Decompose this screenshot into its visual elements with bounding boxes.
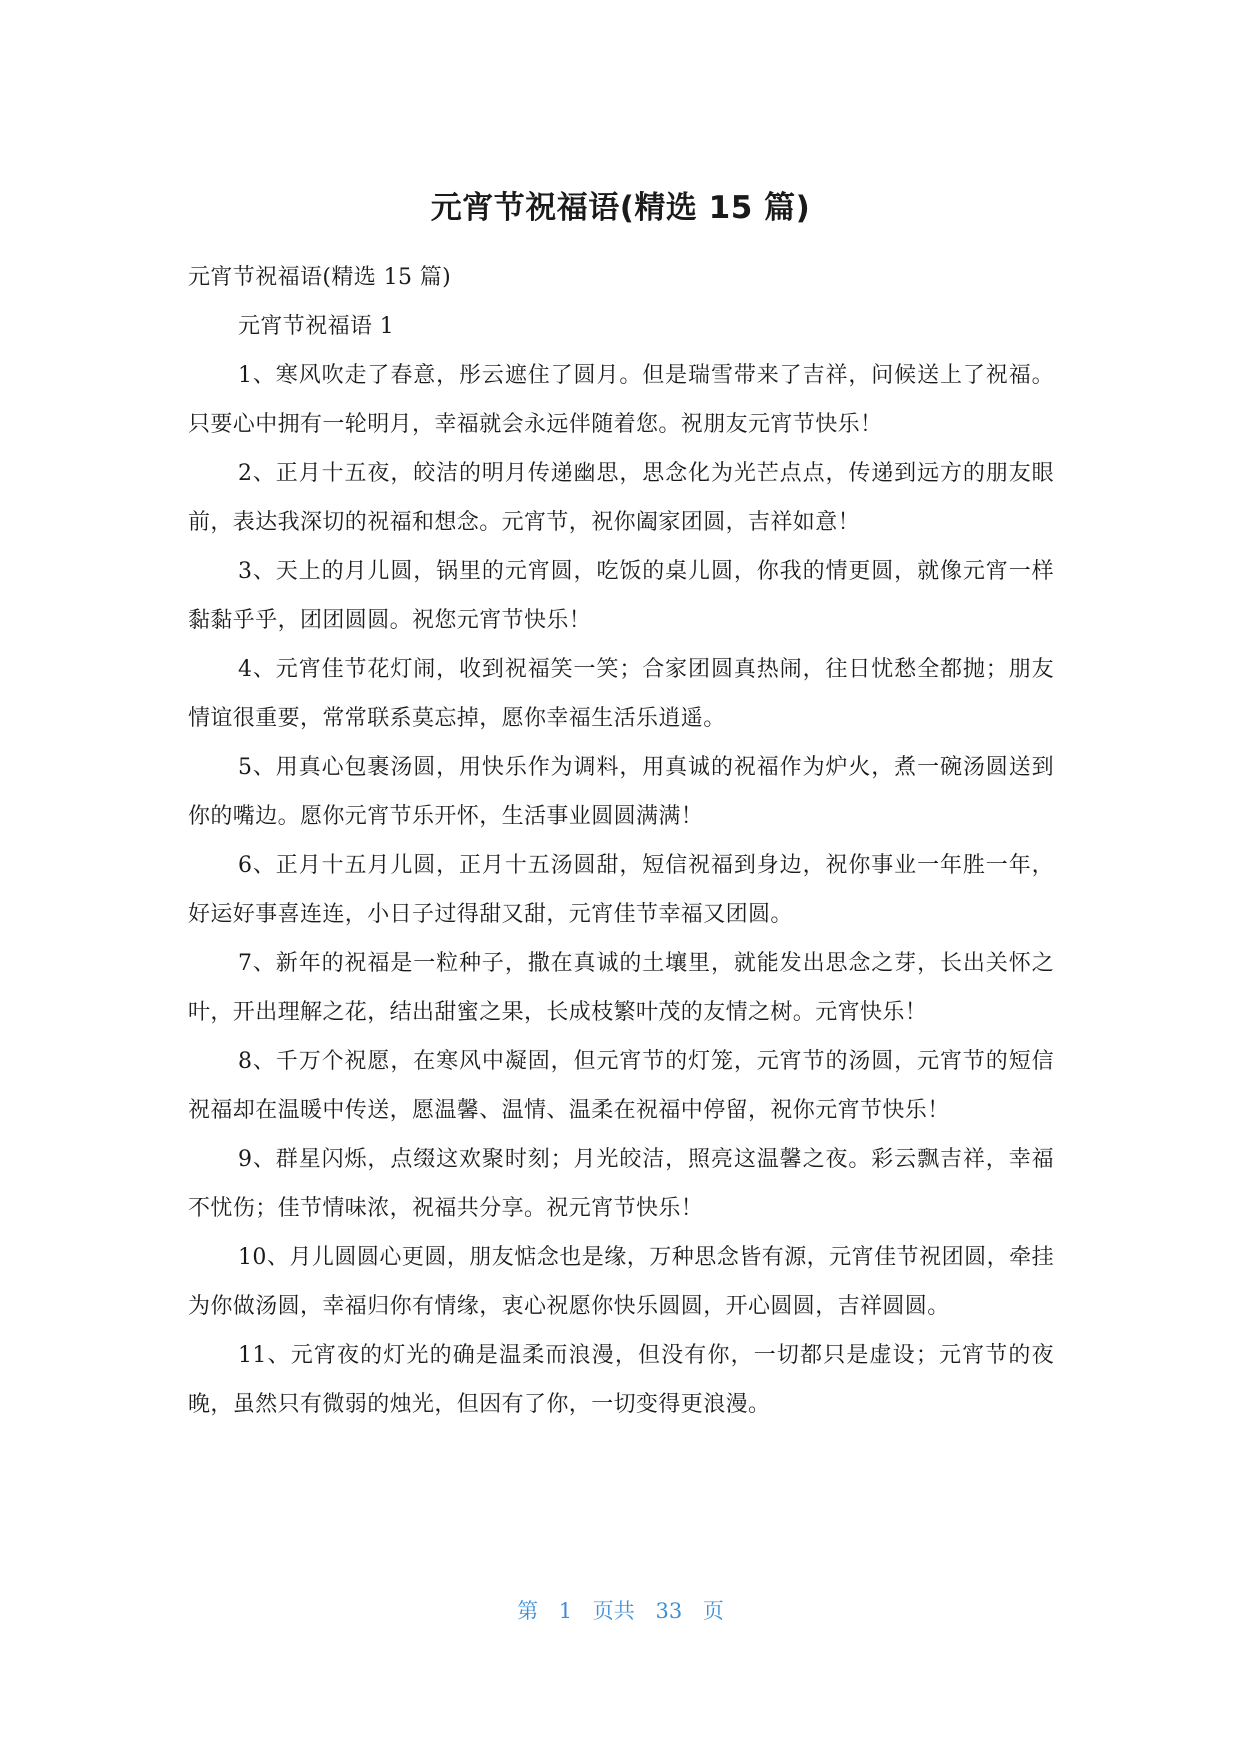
- greeting-paragraph: 8、千万个祝愿，在寒风中凝固，但元宵节的灯笼，元宵节的汤圆，元宵节的短信祝福却在温暖中传送，愿温馨、温情、温柔在祝福中停留，祝你元宵节快乐！: [188, 1049, 1054, 1123]
- greeting-paragraph: 7、新年的祝福是一粒种子，撒在真诚的土壤里，就能发出思念之芽，长出关怀之叶，开出理解之花，结出甜蜜之果，长成枝繁叶茂的友情之树。元宵快乐！: [188, 951, 1054, 1025]
- greeting-paragraph: 11、元宵夜的灯光的确是温柔而浪漫，但没有你，一切都只是虚设；元宵节的夜晚，虽然只有微弱的烛光，但因有了你，一切变得更浪漫。: [188, 1343, 1054, 1417]
- document-title: 元宵节祝福语(精选 15 篇): [430, 190, 811, 226]
- greeting-paragraph: 5、用真心包裹汤圆，用快乐作为调料，用真诚的祝福作为炉火，煮一碗汤圆送到你的嘴边。愿你元宵节乐开怀，生活事业圆圆满满！: [188, 755, 1054, 829]
- greeting-paragraph: 6、正月十五月儿圆，正月十五汤圆甜，短信祝福到身边，祝你事业一年胜一年，好运好事喜连连，小日子过得甜又甜，元宵佳节幸福又团圆。: [188, 853, 1054, 927]
- greeting-paragraph: 4、元宵佳节花灯闹，收到祝福笑一笑；合家团圆真热闹，往日忧愁全都抛；朋友情谊很重要，常常联系莫忘掉，愿你幸福生活乐逍遥。: [188, 657, 1054, 731]
- document-subtitle: 元宵节祝福语(精选 15 篇): [188, 265, 452, 290]
- page-number-footer: 第 1 页共 33 页: [517, 1599, 724, 1623]
- greeting-paragraph: 2、正月十五夜，皎洁的明月传递幽思，思念化为光芒点点，传递到远方的朋友眼前，表达我深切的祝福和想念。元宵节，祝你阖家团圆，吉祥如意！: [188, 461, 1054, 535]
- greeting-paragraph: 9、群星闪烁，点缀这欢聚时刻；月光皎洁，照亮这温馨之夜。彩云飘吉祥，幸福不忧伤；佳节情味浓，祝福共分享。祝元宵节快乐！: [188, 1147, 1054, 1221]
- greeting-paragraph: 10、月儿圆圆心更圆，朋友惦念也是缘，万种思念皆有源，元宵佳节祝团圆，牵挂为你做汤圆，幸福归你有情缘，衷心祝愿你快乐圆圆，开心圆圆，吉祥圆圆。: [188, 1245, 1054, 1319]
- greeting-paragraph: 3、天上的月儿圆，锅里的元宵圆，吃饭的桌儿圆，你我的情更圆，就像元宵一样黏黏乎乎，团团圆圆。祝您元宵节快乐！: [188, 559, 1054, 633]
- section-heading: 元宵节祝福语 1: [238, 314, 395, 339]
- greeting-paragraph: 1、寒风吹走了春意，彤云遮住了圆月。但是瑞雪带来了吉祥，问候送上了祝福。只要心中拥有一轮明月，幸福就会永远伴随着您。祝朋友元宵节快乐！: [188, 363, 1054, 437]
- document-body: [188, 253, 1054, 1429]
